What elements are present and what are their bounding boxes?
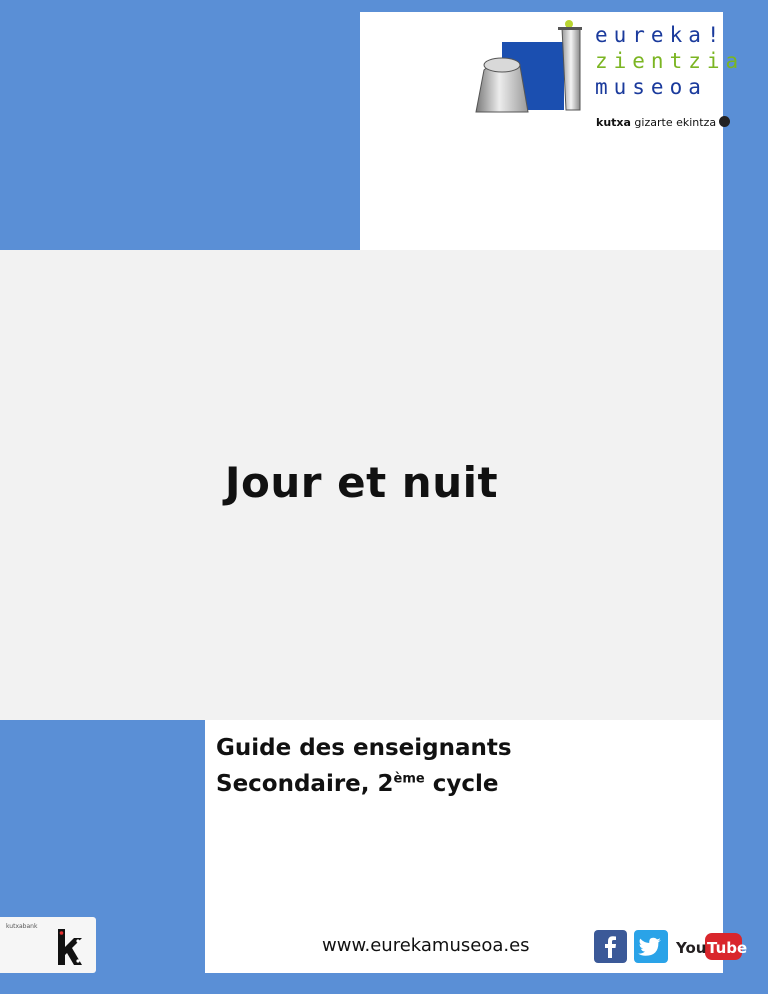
kutxabank-logo: [0, 917, 96, 973]
subtitle-block: [216, 730, 512, 802]
youtube-icon[interactable]: [676, 930, 748, 963]
subtitle-level-pre: Secondaire, 2: [216, 771, 394, 797]
eureka-logo: [472, 18, 745, 130]
kutxabank-label: kutxabank: [6, 923, 38, 930]
subtitle-guide: Guide des enseignants: [216, 735, 512, 761]
website-url[interactable]: www.eurekamuseoa.es: [322, 935, 530, 956]
youtube-you-text: You: [676, 939, 707, 957]
bottom-blue-strip: [0, 973, 768, 994]
document-title: Jour et nuit: [224, 458, 499, 507]
kutxa-mark-icon: [719, 116, 730, 127]
kutxabank-k-icon: [54, 927, 84, 967]
subtitle-level-post: cycle: [424, 771, 499, 797]
eureka-logo-graphic-icon: [472, 18, 596, 118]
left-top-blue-panel: [0, 0, 360, 250]
twitter-icon[interactable]: [634, 930, 668, 963]
logo-tagline: [596, 116, 730, 129]
subtitle-level-sup: ème: [393, 771, 425, 787]
logo-wordmark: [595, 22, 744, 100]
facebook-icon[interactable]: [594, 930, 627, 963]
logo-line-museoa: museoa: [595, 75, 707, 99]
subtitle-level: [216, 766, 512, 802]
logo-line-eureka: eureka!: [595, 23, 726, 47]
logo-line-zientzia: zientzia: [595, 49, 745, 73]
youtube-logo-icon: [676, 930, 748, 963]
logo-tagline-kutxa: kutxa: [596, 116, 631, 129]
right-blue-strip: [723, 0, 768, 994]
logo-tagline-rest: gizarte ekintza: [630, 116, 717, 129]
youtube-tube-text: Tube: [707, 939, 748, 957]
